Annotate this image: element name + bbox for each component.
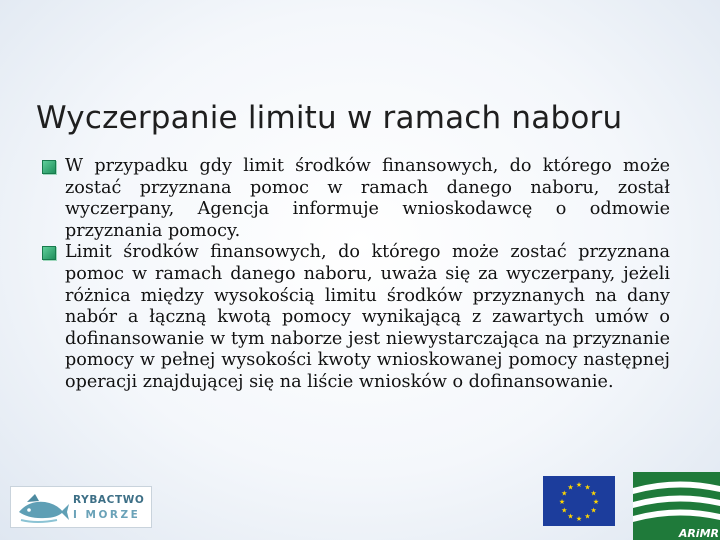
checkbox-square-bullet-icon bbox=[42, 160, 56, 174]
svg-text:★: ★ bbox=[561, 489, 568, 498]
bullet-text: W przypadku gdy limit środków finansowych, do którego może zostać przyznana pomoc w ramach danego naboru, został wyczerpany, Agencja informuje wnioskodawcę o odmowie przyznania pomocy. bbox=[65, 156, 670, 241]
svg-text:★: ★ bbox=[592, 498, 600, 506]
logo-word-2: I MORZE bbox=[73, 509, 141, 521]
bullet-text: Limit środków finansowych, do którego może zostać przyznana pomoc w ramach danego naboru, uważa się za wyczerpany, jeżeli różnica między wysokością limitu środków przyznanych na dany nabór a łączną kwotą pomocy wynikającą z zawartych umów o dofinansowanie w tym naborze jest niewystarczająca na przyznanie pomocy w pełnej wysokości kwoty wnioskowanej pomocy następnej operacji znajdującej się na liście wniosków o dofinansowanie. bbox=[65, 242, 670, 392]
svg-text:★: ★ bbox=[567, 512, 574, 521]
bullet-item bbox=[40, 156, 670, 242]
svg-text:★: ★ bbox=[567, 483, 574, 492]
rybactwo-i-morze-logo bbox=[10, 486, 152, 528]
logo-word-1: RYBACTWO bbox=[73, 494, 145, 506]
bullet-list bbox=[40, 156, 670, 394]
svg-text:★: ★ bbox=[561, 506, 568, 515]
svg-text:★: ★ bbox=[584, 512, 591, 521]
arimr-logo-text: ARiMR bbox=[678, 527, 719, 540]
slide-title: Wyczerpanie limitu w ramach naboru bbox=[36, 100, 623, 136]
svg-text:★: ★ bbox=[575, 481, 583, 489]
svg-text:★: ★ bbox=[590, 506, 597, 515]
svg-text:★: ★ bbox=[590, 489, 597, 498]
eu-flag-icon bbox=[543, 476, 615, 526]
svg-text:★: ★ bbox=[575, 515, 583, 523]
checkbox-square-bullet-icon bbox=[42, 246, 56, 260]
fish-logo-icon bbox=[17, 492, 69, 524]
svg-text:★: ★ bbox=[558, 498, 566, 506]
arimr-logo-icon bbox=[633, 472, 720, 540]
svg-text:★: ★ bbox=[584, 483, 591, 492]
bullet-item bbox=[40, 242, 670, 393]
